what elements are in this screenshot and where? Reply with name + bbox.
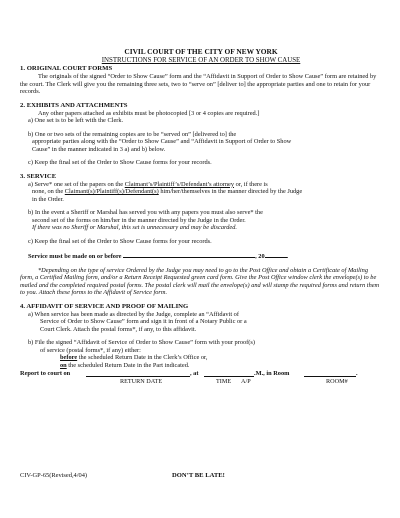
period: .	[356, 370, 358, 378]
attorney-option: Claimant’s/Plaintiff’s/Defendant’s attorney	[124, 180, 235, 188]
section-4-item-a-line1: a) When service has been made as directed by the Judge, complete an “Affidavit of	[28, 310, 239, 318]
text: the scheduled Return Date in the Part indicated.	[66, 361, 190, 369]
section-4-item-a-line2: Service of Order to Show Cause” form and sign it in front of a Notary Public or a	[40, 318, 247, 326]
court-title: CIVIL COURT OF THE CITY OF NEW YORK	[124, 47, 278, 56]
dont-be-late-notice: DON’T BE LATE!	[172, 472, 225, 479]
at-label: , at	[190, 370, 199, 378]
section-3-item-c: c) Keep the final set of the Order to Show Cause forms for your records.	[28, 237, 212, 245]
section-3-item-b-note: If there was no Sheriff or Marshal, this set is unnecessary and may be discarded.	[32, 224, 237, 232]
section-2-intro: Any other papers attached as exhibits must be photocopied [3 or 4 copies are required.]	[38, 109, 260, 117]
section-3-item-a-line3: in the Order.	[32, 195, 64, 203]
section-2-item-b-line1: b) One or two sets of the remaining copies are to be “served on” [delivered to] the	[28, 130, 237, 138]
section-3-item-b-line2: second set of the forms on him/her in the manner directed by the Judge in the Order.	[32, 216, 246, 224]
section-2-item-b-line3: Cause” in the manner indicated in 3 a) and b) below.	[32, 145, 166, 153]
text: the scheduled Return Date in the Clerk’s Office or,	[77, 354, 208, 362]
section-1-body: The originals of the signed “Order to Show Cause” form and the “Affidavit in Support of Order to Show Cause” form are retained by the court. The Clerk will give you the remaining three sets, two to “serve on” [deliver to] the appropriate parties and one to retain for your records.	[20, 73, 377, 96]
document-subtitle: INSTRUCTIONS FOR SERVICE OF AN ORDER TO SHOW CAUSE	[101, 56, 301, 64]
form-id: CIV-GP-65(Revised,4/04)	[20, 472, 88, 479]
text: a) Serve* one set of the papers on the	[28, 180, 125, 188]
section-2-item-a: a) One set is to be left with the Clerk.	[28, 117, 124, 125]
section-2-item-c: c) Keep the final set of the Order to Show Cause forms for your records.	[28, 159, 212, 167]
section-4-heading: 4. AFFIDAVIT OF SERVICE AND PROOF OF MAILING	[20, 302, 189, 310]
room-label: ROOM#	[326, 378, 348, 386]
section-4-item-a-line3: Court Clerk. Attach the postal forms*, if any, to this affidavit.	[40, 325, 197, 333]
section-1-heading: 1. ORIGINAL COURT FORMS	[20, 65, 113, 73]
party-option: Claimant(s)/Plaintiff(s)/Defendant(s)	[64, 188, 159, 196]
section-2-heading: 2. EXHIBITS AND ATTACHMENTS	[20, 101, 128, 109]
deadline-label: Service must be made on or before	[28, 253, 122, 261]
text: none, on the	[32, 188, 65, 196]
ap-label: A/P	[241, 378, 251, 386]
before-word: before	[60, 354, 78, 362]
postal-note: *Depending on the type of service Ordered by the Judge you may need to go to the Post Office and obtain a Certificate of Mailing form, a Certified Mailing form, and/or a Return Receipt Requested green card form. Give the Post Office window clerk the envelope(s) to be mailed and the completed required postal forms. The postal clerk will mail the envelope(s) and will stamp the required forms and return them to you. Attach these forms to the Affidavit of Service form.	[20, 266, 380, 297]
page-footer-layer	[20, 0, 382, 518]
section-3-item-b-line1: b) In the event a Sheriff or Marshal has served you with any papers you must also serve* the	[28, 209, 263, 217]
section-2-item-b-line2: appropriate parties along with the “Order to Show Cause” and “Affidavit in Support of Order to Show	[32, 138, 292, 146]
deadline-year-label: , 20	[255, 253, 265, 261]
text: him/her/themselves in the manner directed by the Judge	[158, 188, 303, 196]
report-label: Report to court on	[20, 370, 71, 378]
on-word: on	[60, 361, 67, 369]
section-4-item-b-line2: of service (postal forms*, if any) either:	[40, 346, 141, 354]
time-label: TIME	[216, 378, 232, 386]
return-date-label: RETURN DATE	[120, 378, 163, 386]
text: or, if there is	[234, 180, 268, 188]
m-in-room-label: .M., in Room	[254, 370, 290, 378]
section-4-item-b-line1: b) File the signed “Affidavit of Service of Order to Show Cause” form with your proof(s)	[28, 339, 255, 347]
service-deadline: Service must be made on or before , 20 .	[28, 253, 289, 261]
section-3-heading: 3. SERVICE	[20, 172, 57, 180]
